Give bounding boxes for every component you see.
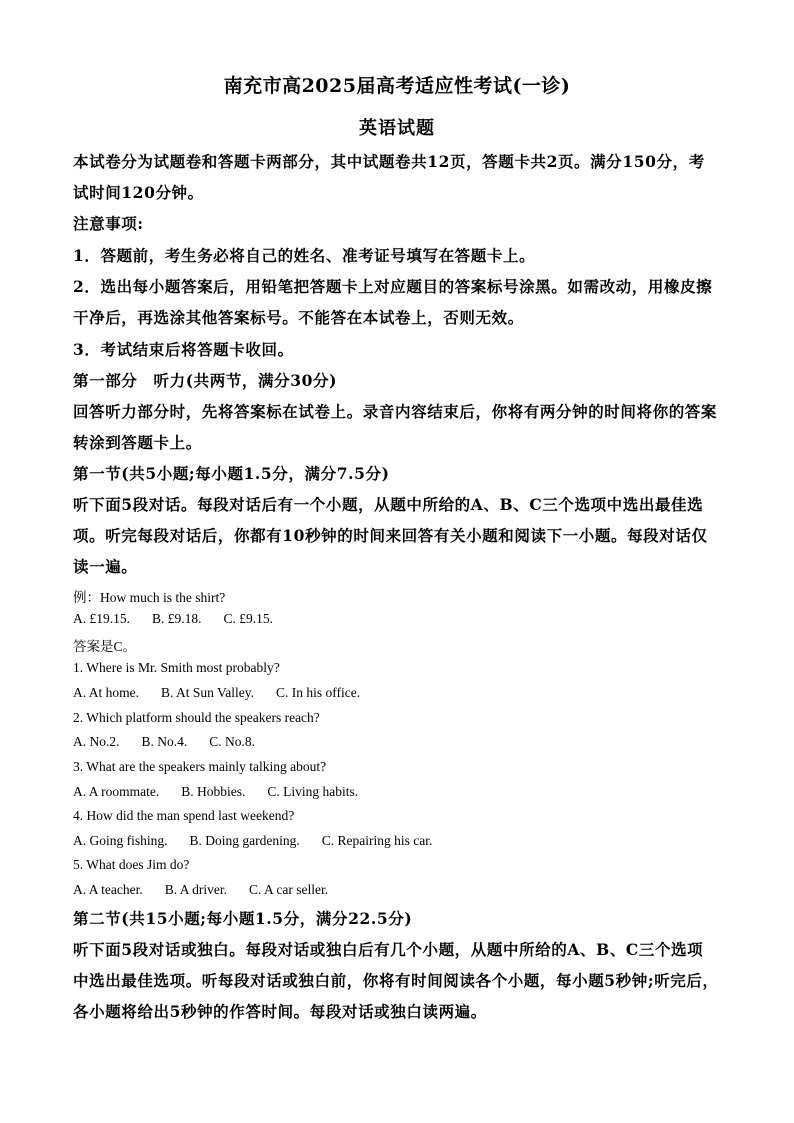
- example-answer: 答案是C。: [73, 639, 137, 654]
- question-3-options: [73, 784, 380, 800]
- q5-option-a: A. A teacher.: [73, 882, 143, 897]
- part1-instruction-line-2: 转涂到答题卡上。: [73, 433, 202, 452]
- note-item-2-line-1: 2．选出每小题答案后，用铅笔把答题卡上对应题目的答案标号涂黑。如需改动，用橡皮擦: [73, 277, 713, 296]
- question-5-options: [73, 882, 350, 898]
- example-options: [73, 611, 295, 627]
- section1-instruction-line-3: 读一遍。: [73, 557, 138, 576]
- example-option-a: A. £19.15.: [73, 611, 130, 626]
- question-2-options: [73, 734, 277, 750]
- notes-heading: 注意事项:: [73, 214, 144, 233]
- part1-instruction-line-1: 回答听力部分时，先将答案标在试卷上。录音内容结束后，你将有两分钟的时间将你的答案: [73, 402, 718, 421]
- section2-heading: 第二节(共15小题;每小题1.5分，满分22.5分): [73, 909, 413, 928]
- q1-option-c: C. In his office.: [276, 685, 361, 700]
- q4-option-b: B. Doing gardening.: [189, 833, 300, 848]
- question-1: 1. Where is Mr. Smith most probably?: [73, 660, 280, 675]
- q2-option-c: C. No.8.: [209, 734, 256, 749]
- q3-option-a: A. A roommate.: [73, 784, 160, 799]
- note-item-3: 3．考试结束后将答题卡收回。: [73, 340, 294, 359]
- q5-option-c: C. A car seller.: [249, 882, 329, 897]
- q3-option-c: C. Living habits.: [267, 784, 359, 799]
- intro-line-2: 试时间120分钟。: [73, 183, 204, 202]
- section1-heading: 第一节(共5小题;每小题1.5分，满分7.5分): [73, 464, 390, 483]
- question-2: 2. Which platform should the speakers reach?: [73, 710, 320, 725]
- question-3: 3. What are the speakers mainly talking about?: [73, 759, 327, 774]
- question-1-options: [73, 685, 382, 701]
- part1-heading: 第一部分 听力(共两节，满分30分): [73, 371, 338, 390]
- q3-option-b: B. Hobbies.: [181, 784, 246, 799]
- question-5: 5. What does Jim do?: [73, 857, 190, 872]
- question-4-options: [73, 833, 454, 849]
- note-item-2-line-2: 干净后，再选涂其他答案标号。不能答在本试卷上，否则无效。: [73, 308, 524, 327]
- example-option-c: C. £9.15.: [223, 611, 274, 626]
- subject-title: 英语试题: [359, 118, 435, 139]
- q2-option-a: A. No.2.: [73, 734, 120, 749]
- section2-instruction-line-1: 听下面5段对话或独白。每段对话或独白后有几个小题，从题中所给的A、B、C三个选项: [73, 940, 704, 959]
- q4-option-c: C. Repairing his car.: [321, 833, 433, 848]
- q1-option-a: A. At home.: [73, 685, 139, 700]
- example-question: 例：How much is the shirt?: [73, 590, 226, 605]
- intro-line-1: 本试卷分为试题卷和答题卡两部分，其中试题卷共12页，答题卡共2页。满分150分，考: [73, 152, 705, 171]
- question-4: 4. How did the man spend last weekend?: [73, 808, 295, 823]
- example-option-b: B. £9.18.: [152, 611, 202, 626]
- section1-instruction-line-1: 听下面5段对话。每段对话后有一个小题，从题中所给的A、B、C三个选项中选出最佳选: [73, 495, 704, 514]
- q1-option-b: B. At Sun Valley.: [161, 685, 255, 700]
- section1-instruction-line-2: 项。听完每段对话后，你都有10秒钟的时间来回答有关小题和阅读下一小题。每段对话仅: [73, 526, 708, 545]
- q2-option-b: B. No.4.: [141, 734, 188, 749]
- note-item-1: 1．答题前，考生务必将自己的姓名、准考证号填写在答题卡上。: [73, 246, 536, 265]
- exam-title: 南充市高2025届高考适应性考试(一诊): [223, 75, 571, 97]
- q5-option-b: B. A driver.: [164, 882, 227, 897]
- section2-instruction-line-2: 中选出最佳选项。听每段对话或独白前，你将有时间阅读各个小题，每小题5秒钟;听完后，: [73, 971, 719, 990]
- section2-instruction-line-3: 各小题将给出5秒钟的作答时间。每段对话或独白读两遍。: [73, 1002, 487, 1021]
- q4-option-a: A. Going fishing.: [73, 833, 168, 848]
